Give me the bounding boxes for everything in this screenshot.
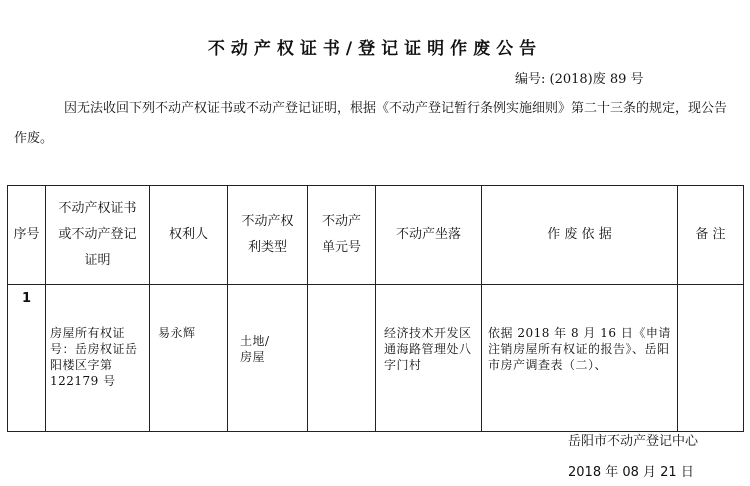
document-number: 编号: (2018)废 89 号 [515,72,644,87]
page-title: 不动产权证书/登记证明作废公告 [207,39,543,59]
issuing-organization: 岳阳市不动产登记中心 [568,434,699,449]
header-seq: 序号 [8,186,46,285]
announcement-paragraph: 因无法收回下列不动产权证书或不动产登记证明，根据《不动产登记暂行条例实施细则》第二十三条的规定，现公告作废。 [14,101,728,146]
invalidation-table [7,185,744,432]
row-location: 经济技术开发区通海路管理处八字门村 [384,326,472,372]
table-header-row [8,186,744,285]
header-certificate: 不动产权证书或不动产登记证明 [46,186,150,285]
row-seq: 1 [22,291,32,306]
header-location: 不动产坐落 [376,186,482,285]
header-owner: 权利人 [150,186,228,285]
header-basis: 作 废 依 据 [482,186,678,285]
header-remark: 备 注 [678,186,744,285]
row-basis: 依据 2018 年 8 月 16 日《申请注销房屋所有权证的报告》、岳阳市房产调查表（二）、 [488,326,671,372]
header-unit-number: 不动产单元号 [308,186,376,285]
row-right-type: 土地/房屋 [240,334,270,364]
table-row [8,285,744,432]
row-certificate: 房屋所有权证号：岳房权证岳阳楼区字第 122179 号 [50,326,138,388]
issue-date: 2018 年 08 月 21 日 [568,465,694,480]
header-right-type: 不动产权利类型 [228,186,308,285]
row-owner: 易永辉 [158,326,196,340]
